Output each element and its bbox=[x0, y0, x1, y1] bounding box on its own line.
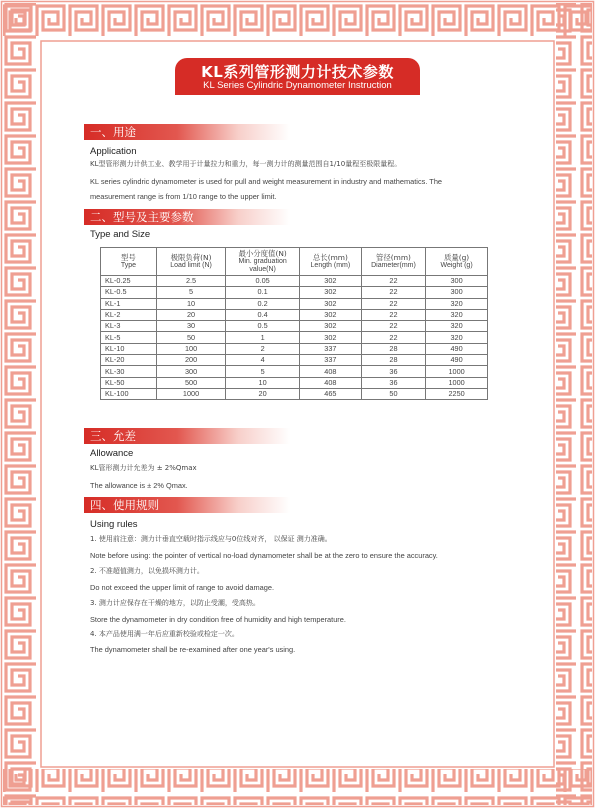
table-cell: 0.5 bbox=[226, 321, 300, 332]
table-cell: 22 bbox=[361, 321, 425, 332]
table-cell: 30 bbox=[156, 321, 225, 332]
table-cell: 302 bbox=[300, 298, 362, 309]
table-cell: KL-1 bbox=[101, 298, 157, 309]
table-row bbox=[101, 377, 488, 388]
section-heading-application: 一、用途 bbox=[84, 124, 290, 140]
table-cell: 337 bbox=[300, 355, 362, 366]
table-cell: 22 bbox=[361, 309, 425, 320]
table-header-row bbox=[101, 248, 488, 276]
application-text-cn: KL型管形测力计供工业、教学用于计量拉力和重力，每一测力计的测量范围自1/10量程至极限量程。 bbox=[90, 160, 402, 168]
table-cell: KL-100 bbox=[101, 388, 157, 399]
header-type: 型号 Type bbox=[101, 248, 157, 276]
table-cell: 10 bbox=[156, 298, 225, 309]
section-heading-rules: 四、使用规则 bbox=[84, 497, 290, 513]
table-cell: 22 bbox=[361, 332, 425, 343]
table-cell: 500 bbox=[156, 377, 225, 388]
rule-1-en: Note before using: the pointer of vertical no-load dynamometer shall be at the zero to ensure the accuracy. bbox=[90, 551, 438, 560]
subheading-type: Type and Size bbox=[90, 229, 151, 240]
table-cell: KL-50 bbox=[101, 377, 157, 388]
table-cell: 408 bbox=[300, 377, 362, 388]
table-cell: 320 bbox=[426, 298, 488, 309]
table-cell: 5 bbox=[226, 366, 300, 377]
table-row bbox=[101, 332, 488, 343]
section-heading-type: 二、型号及主要参数 bbox=[84, 209, 290, 225]
table-cell: 320 bbox=[426, 332, 488, 343]
table-cell: 0.4 bbox=[226, 309, 300, 320]
table-cell: 302 bbox=[300, 321, 362, 332]
table-row bbox=[101, 388, 488, 399]
table-cell: 320 bbox=[426, 309, 488, 320]
table-cell: 337 bbox=[300, 343, 362, 354]
table-cell: 22 bbox=[361, 287, 425, 298]
table-cell: 302 bbox=[300, 276, 362, 287]
rule-1-cn: 1. 使用前注意：测力计垂直空载时指示线应与0位线对齐， 以保证 测力准确。 bbox=[90, 535, 332, 543]
table-cell: 20 bbox=[156, 309, 225, 320]
header-weight: 质量(g) Weight (g) bbox=[426, 248, 488, 276]
table-cell: 1 bbox=[226, 332, 300, 343]
table-cell: 490 bbox=[426, 343, 488, 354]
header-length: 总长(mm) Length (mm) bbox=[300, 248, 362, 276]
header-diameter: 管径(mm) Diameter(mm) bbox=[361, 248, 425, 276]
table-cell: 36 bbox=[361, 377, 425, 388]
table-cell: 28 bbox=[361, 355, 425, 366]
table-cell: 1000 bbox=[426, 366, 488, 377]
table-cell: 320 bbox=[426, 321, 488, 332]
table-cell: 5 bbox=[156, 287, 225, 298]
subheading-allowance: Allowance bbox=[90, 448, 134, 459]
table-row bbox=[101, 366, 488, 377]
table-cell: 2250 bbox=[426, 388, 488, 399]
table-cell: 1000 bbox=[156, 388, 225, 399]
table-cell: 1000 bbox=[426, 377, 488, 388]
table-cell: 2 bbox=[226, 343, 300, 354]
table-cell: KL-20 bbox=[101, 355, 157, 366]
title-banner bbox=[175, 58, 420, 95]
table-cell: 0.05 bbox=[226, 276, 300, 287]
table-row bbox=[101, 276, 488, 287]
table-cell: KL-30 bbox=[101, 366, 157, 377]
rule-4-en: The dynamometer shall be re-examined after one year's using. bbox=[90, 645, 296, 654]
table-cell: 36 bbox=[361, 366, 425, 377]
table-cell: 302 bbox=[300, 287, 362, 298]
table-cell: 300 bbox=[156, 366, 225, 377]
table-cell: 4 bbox=[226, 355, 300, 366]
rule-2-en: Do not exceed the upper limit of range to avoid damage. bbox=[90, 583, 275, 592]
header-load-limit: 极限负荷(N) Load limit (N) bbox=[156, 248, 225, 276]
table-cell: 50 bbox=[156, 332, 225, 343]
table-row bbox=[101, 321, 488, 332]
allowance-text-cn: KL管形测力计允差为 ± 2%Qmax bbox=[90, 464, 197, 472]
table-cell: KL-0.25 bbox=[101, 276, 157, 287]
table-cell: 100 bbox=[156, 343, 225, 354]
rule-3-en: Store the dynamometer in dry condition free of humidity and high temperature. bbox=[90, 615, 346, 624]
application-text-en-1: KL series cylindric dynamometer is used for pull and weight measurement in industry and mathematics. The bbox=[90, 177, 443, 186]
rule-3-cn: 3. 测力计应保存在干燥的地方，以防止受潮，受高热。 bbox=[90, 599, 260, 607]
title-english: KL Series Cylindric Dynamometer Instruction bbox=[203, 80, 392, 91]
rule-2-cn: 2. 不准超值测力，以免损坏测力计。 bbox=[90, 567, 204, 575]
table-row bbox=[101, 298, 488, 309]
table-cell: KL-3 bbox=[101, 321, 157, 332]
table-cell: 200 bbox=[156, 355, 225, 366]
subheading-application: Application bbox=[90, 146, 137, 157]
table-cell: 490 bbox=[426, 355, 488, 366]
table-row bbox=[101, 355, 488, 366]
table-cell: 28 bbox=[361, 343, 425, 354]
table-cell: 302 bbox=[300, 332, 362, 343]
table-cell: 22 bbox=[361, 276, 425, 287]
table-cell: KL-2 bbox=[101, 309, 157, 320]
table-cell: KL-10 bbox=[101, 343, 157, 354]
table-cell: 0.2 bbox=[226, 298, 300, 309]
table-cell: 302 bbox=[300, 309, 362, 320]
table-row bbox=[101, 343, 488, 354]
rule-4-cn: 4. 本产品使用满一年后应重新校验或检定一次。 bbox=[90, 630, 239, 638]
section-heading-allowance: 三、允差 bbox=[84, 428, 290, 444]
table-cell: 465 bbox=[300, 388, 362, 399]
application-text-en-2: measurement range is from 1/10 range to the upper limit. bbox=[90, 192, 277, 201]
table-cell: 300 bbox=[426, 276, 488, 287]
table-cell: 10 bbox=[226, 377, 300, 388]
table-cell: 22 bbox=[361, 298, 425, 309]
table-cell: 20 bbox=[226, 388, 300, 399]
table-cell: 0.1 bbox=[226, 287, 300, 298]
table-row bbox=[101, 287, 488, 298]
spec-table bbox=[100, 247, 488, 400]
table-cell: 50 bbox=[361, 388, 425, 399]
table-cell: 408 bbox=[300, 366, 362, 377]
table-cell: KL-0.5 bbox=[101, 287, 157, 298]
header-min-graduation: 最小分度值(N) Min. graduation value(N) bbox=[226, 248, 300, 276]
table-cell: 300 bbox=[426, 287, 488, 298]
allowance-text-en: The allowance is ± 2% Qmax. bbox=[90, 481, 188, 490]
table-cell: 2.5 bbox=[156, 276, 225, 287]
table-row bbox=[101, 309, 488, 320]
title-chinese: KL系列管形测力计技术参数 bbox=[201, 63, 394, 81]
subheading-rules: Using rules bbox=[90, 519, 138, 530]
table-cell: KL-5 bbox=[101, 332, 157, 343]
